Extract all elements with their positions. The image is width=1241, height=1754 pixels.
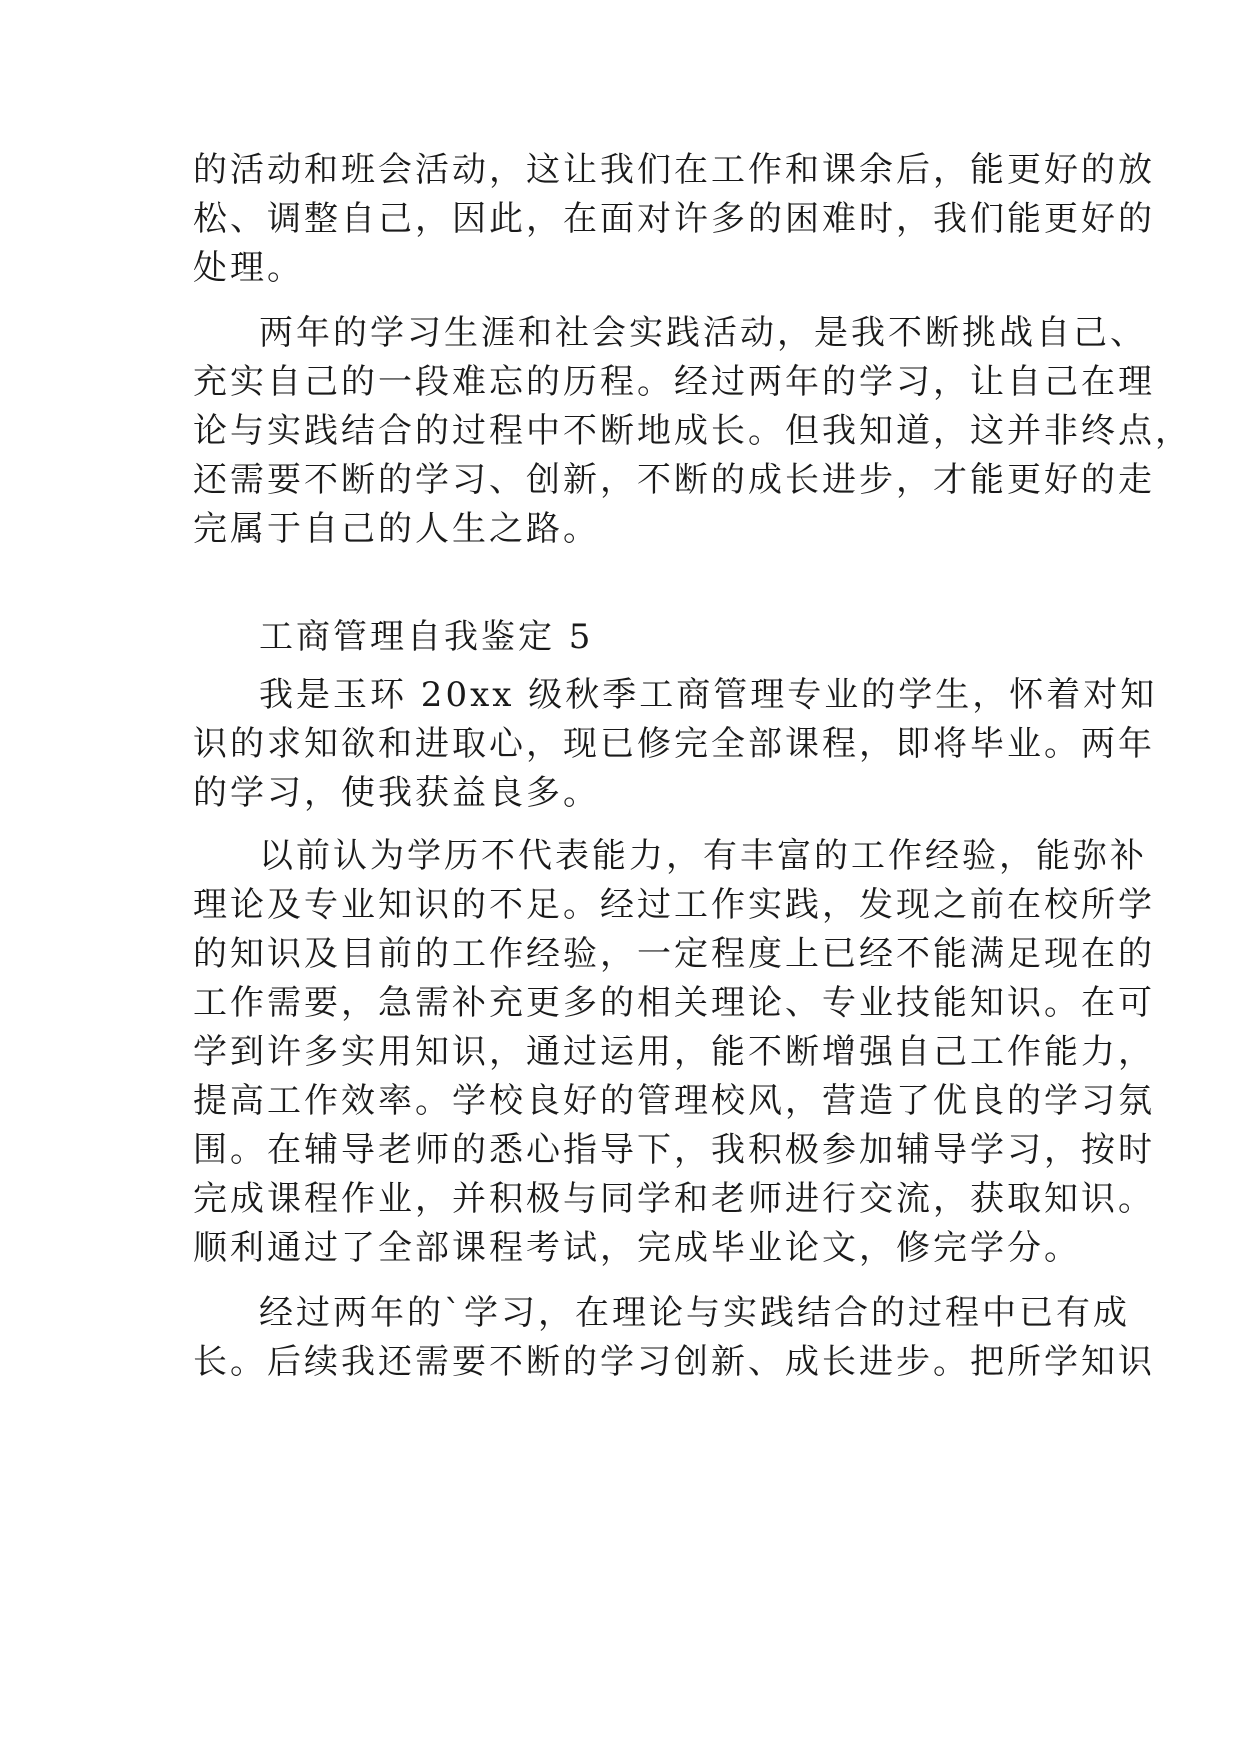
- text-line: 围。在辅导老师的悉心指导下，我积极参加辅导学习，按时: [193, 1130, 1155, 1170]
- text-line: 两年的学习生涯和社会实践活动，是我不断挑战自己、: [259, 313, 1147, 353]
- text-line: 提高工作效率。学校良好的管理校风，营造了优良的学习氛: [193, 1081, 1155, 1121]
- text-line: 的活动和班会活动，这让我们在工作和课余后，能更好的放: [193, 150, 1155, 190]
- text-line: 顺利通过了全部课程考试，完成毕业论文，修完学分。: [193, 1228, 1081, 1268]
- text-line: 处理。: [193, 248, 304, 288]
- text-line: 工作需要，急需补充更多的相关理论、专业技能知识。在可: [193, 983, 1155, 1023]
- text-line: 完属于自己的人生之路。: [193, 509, 600, 549]
- text-line: 长。后续我还需要不断的学习创新、成长进步。把所学知识: [193, 1342, 1155, 1382]
- text-line: 完成课程作业，并积极与同学和老师进行交流，获取知识。: [193, 1179, 1155, 1219]
- text-line: 还需要不断的学习、创新，不断的成长进步，才能更好的走: [193, 460, 1155, 500]
- text-line: 充实自己的一段难忘的历程。经过两年的学习，让自己在理: [193, 362, 1155, 402]
- text-line: 理论及专业知识的不足。经过工作实践，发现之前在校所学: [193, 885, 1155, 925]
- text-line: 我是玉环 20xx 级秋季工商管理专业的学生，怀着对知: [259, 675, 1158, 715]
- text-line: 的学习，使我获益良多。: [193, 773, 600, 813]
- text-line: 的知识及目前的工作经验，一定程度上已经不能满足现在的: [193, 934, 1155, 974]
- text-line: 识的求知欲和进取心，现已修完全部课程，即将毕业。两年: [193, 724, 1155, 764]
- text-line: 论与实践结合的过程中不断地成长。但我知道，这并非终点，: [193, 411, 1192, 451]
- text-line: 松、调整自己，因此，在面对许多的困难时，我们能更好的: [193, 199, 1155, 239]
- text-line: 以前认为学历不代表能力，有丰富的工作经验，能弥补: [259, 836, 1147, 876]
- text-line: 经过两年的`学习，在理论与实践结合的过程中已有成: [259, 1293, 1130, 1333]
- section-title: 工商管理自我鉴定 5: [259, 617, 594, 657]
- text-line: 学到许多实用知识，通过运用，能不断增强自己工作能力，: [193, 1032, 1155, 1072]
